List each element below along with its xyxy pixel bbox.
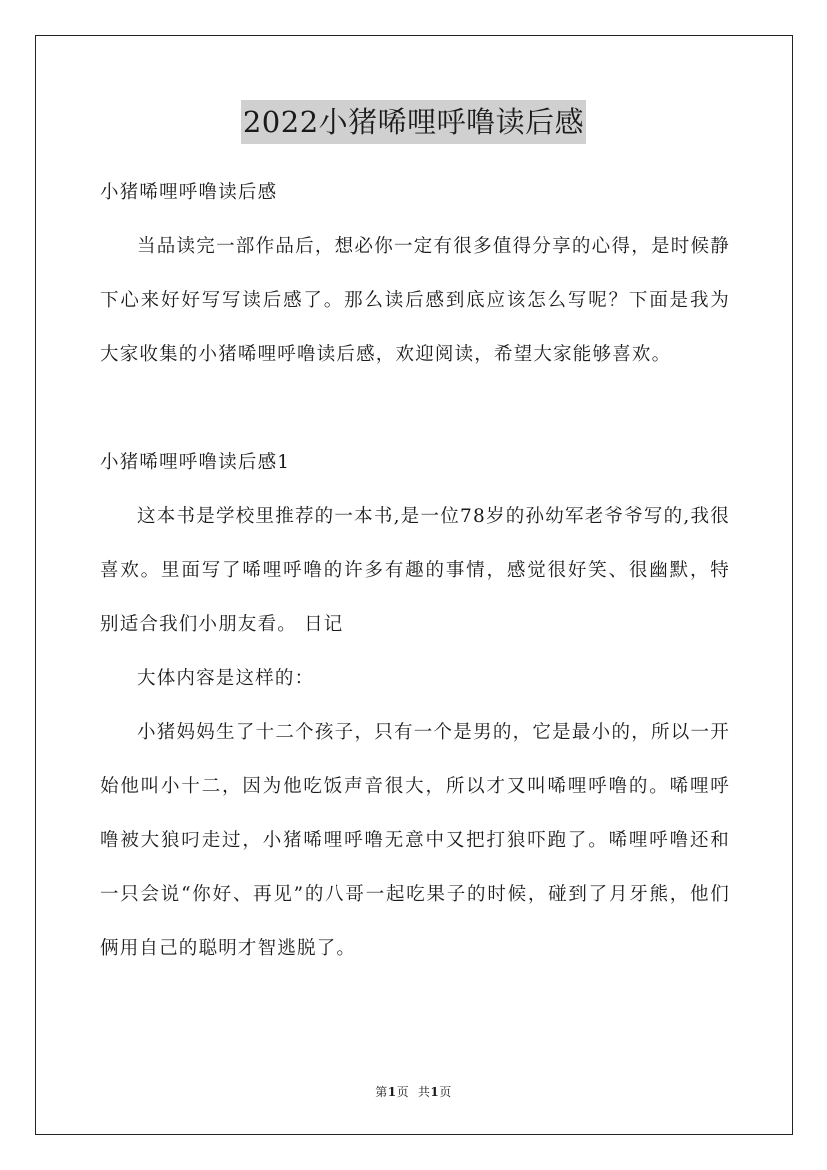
total-label: 共: [417, 1085, 431, 1099]
essay-heading-1: 小猪唏哩呼噜读后感1: [100, 452, 291, 473]
page-suffix: 页: [396, 1085, 410, 1099]
section-heading: 小猪唏哩呼噜读后感: [100, 182, 278, 203]
total-suffix: 页: [439, 1085, 452, 1099]
page-footer: [0, 1083, 827, 1100]
body-paragraph-1: 这本书是学校里推荐的一本书,是一位78岁的孙幼军老爷爷写的,我很喜欢。里面写了唏哩呼噜的许多有趣的事情，感觉很好笑、很幽默，特别适合我们小朋友看。 日记: [100, 506, 730, 635]
page-label: 第: [375, 1085, 388, 1099]
title-container: [0, 100, 827, 144]
document-title: 2022小猪唏哩呼噜读后感: [241, 100, 586, 144]
page-number: 1: [387, 1085, 397, 1099]
body-paragraph-2: 大体内容是这样的：: [137, 668, 315, 689]
document-body: [100, 166, 730, 976]
total-pages: 1: [430, 1085, 440, 1099]
intro-paragraph: 当品读完一部作品后，想必你一定有很多值得分享的心得，是时候静下心来好好写写读后感了。那么读后感到底应该怎么写呢？下面是我为大家收集的小猪唏哩呼噜读后感，欢迎阅读，希望大家能够喜欢。: [100, 236, 730, 365]
blank-line: [100, 382, 730, 436]
body-paragraph-3: 小猪妈妈生了十二个孩子，只有一个是男的，它是最小的，所以一开始他叫小十二，因为他吃饭声音很大，所以才又叫唏哩呼噜的。唏哩呼噜被大狼叼走过，小猪唏哩呼噜无意中又把打狼吓跑了。唏哩呼噜还和一只会说“你好、再见”的八哥一起吃果子的时候，碰到了月牙熊，他们俩用自己的聪明才智逃脱了。: [100, 722, 730, 959]
